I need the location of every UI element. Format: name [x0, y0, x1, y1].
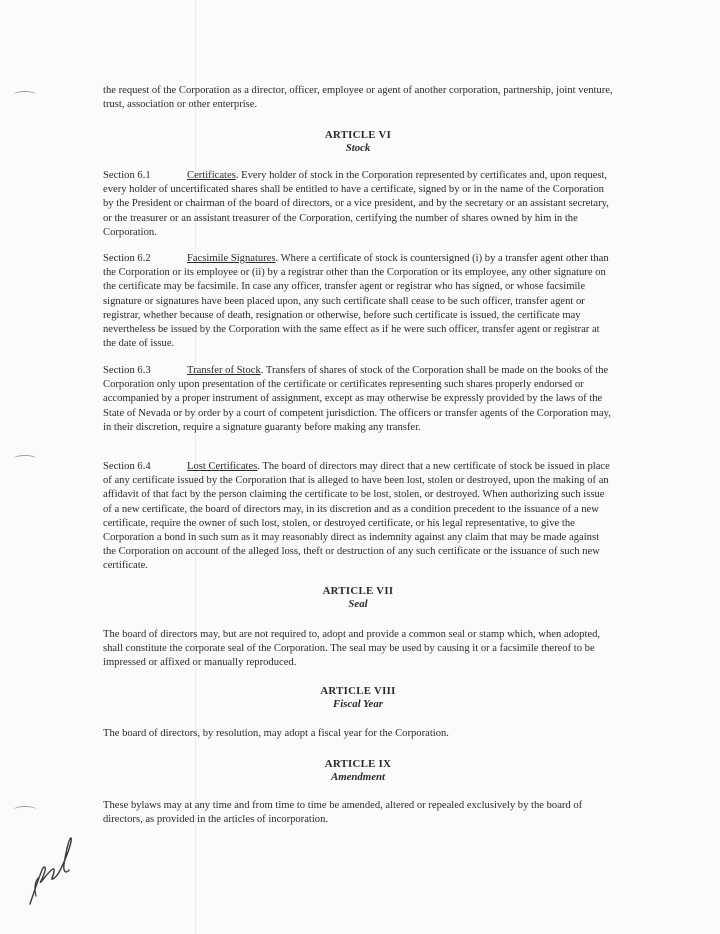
article-number: ARTICLE VIII [320, 685, 396, 697]
section-title: Facsimile Signatures [187, 253, 276, 264]
section-label: Section 6.3 [103, 365, 151, 376]
section-label: Section 6.2 [103, 253, 151, 264]
article-7-paragraph: The board of directors may, but are not required to, adopt and provide a common seal or stamp which, when adopted, shall constitute the corporate seal of the Corporation. The seal may be used by causing it or a facsimile thereof to be impressed or affixed or manually reproduced. [103, 629, 601, 669]
article-title: Seal [348, 598, 368, 610]
section-6-4 [103, 460, 613, 574]
article-7-heading [103, 585, 613, 611]
article-title: Stock [345, 142, 371, 154]
article-number: ARTICLE VI [324, 129, 392, 141]
section-title: Transfer of Stock [187, 365, 261, 376]
section-text: . Every holder of stock in the Corporation represented by certificates and, upon request, every holder of uncertificated shares shall be entitled to have a certificate, signed by or in the name of the Corporation by the President or chairman of the board of directors, or a vice president, and by the secretary or an assistant secretary, or the treasurer or an assistant treasurer of the Corporation, certifying the number of shares owned by him in the Corporation. [103, 170, 609, 238]
punch-hole-mark [14, 91, 36, 98]
article-6-heading [103, 129, 613, 155]
article-title: Amendment [331, 771, 385, 783]
section-6-1 [103, 169, 613, 240]
article-8-paragraph: The board of directors, by resolution, may adopt a fiscal year for the Corporation. [103, 728, 449, 739]
article-9-paragraph: These bylaws may at any time and from time to time be amended, altered or repealed exclusively by the board of directors, as provided in the articles of incorporation. [103, 800, 583, 826]
handwritten-initials [22, 822, 82, 912]
article-number: ARTICLE IX [324, 758, 392, 770]
punch-hole-mark [14, 455, 36, 462]
section-label: Section 6.4 [103, 461, 151, 472]
article-number: ARTICLE VII [322, 585, 394, 597]
section-label: Section 6.1 [103, 170, 151, 181]
section-title: Lost Certificates [187, 461, 258, 472]
article-8-heading [103, 685, 613, 711]
section-6-2 [103, 252, 613, 351]
article-9-heading [103, 758, 613, 784]
article-title: Fiscal Year [333, 698, 383, 710]
section-6-3 [103, 364, 613, 435]
section-text: . Transfers of shares of stock of the Corporation shall be made on the books of the Corporation only upon presentation of the certificate or certificates representing such shares properly endorsed or accompanied by a proper instrument of assignment, except as may otherwise be expressly provided by the laws of the State of Nevada or by order by a court of competent jurisdiction. The officers or transfer agents of the Corporation may, in their discretion, require a signature guaranty before making any transfer. [103, 365, 611, 433]
section-text: . Where a certificate of stock is countersigned (i) by a transfer agent other than the Corporation or its employee or (ii) by a registrar other than the Corporation or its employee, any other signature on the certificate may be facsimile. In case any officer, transfer agent or registrar who has signed, or whose facsimile signature or signatures have been placed upon, any such certificate shall cease to be such officer, transfer agent or registrar, whether because of death, resignation or otherwise, before such certificate is issued, the certificate may nevertheless be issued by the Corporation with the same effect as if he were such officer, transfer agent or registrar at the date of issue. [103, 253, 609, 350]
section-text: . The board of directors may direct that a new certificate of stock be issued in place of any certificate issued by the Corporation that is alleged to have been lost, stolen or destroyed, upon the making of an affidavit of that fact by the person claiming the certificate to be lost, stolen, or destroyed. When authorizing such issue of a new certificate, the board of directors may, in its discretion and as a condition precedent to the issuance of a new certificate, require the owner of such lost, stolen, or destroyed certificate, or his legal representative, to give the Corporation a bond in such sum as it may reasonably direct as indemnity against any claim that may be made against the Corporation on account of the alleged loss, theft or destruction of any such certificate or the issuance of such new certificate. [103, 461, 610, 572]
punch-hole-mark [14, 806, 36, 813]
intro-paragraph: the request of the Corporation as a director, officer, employee or agent of another corporation, partnership, joint venture, trust, association or other enterprise. [103, 85, 613, 111]
section-title: Certificates [187, 170, 236, 181]
